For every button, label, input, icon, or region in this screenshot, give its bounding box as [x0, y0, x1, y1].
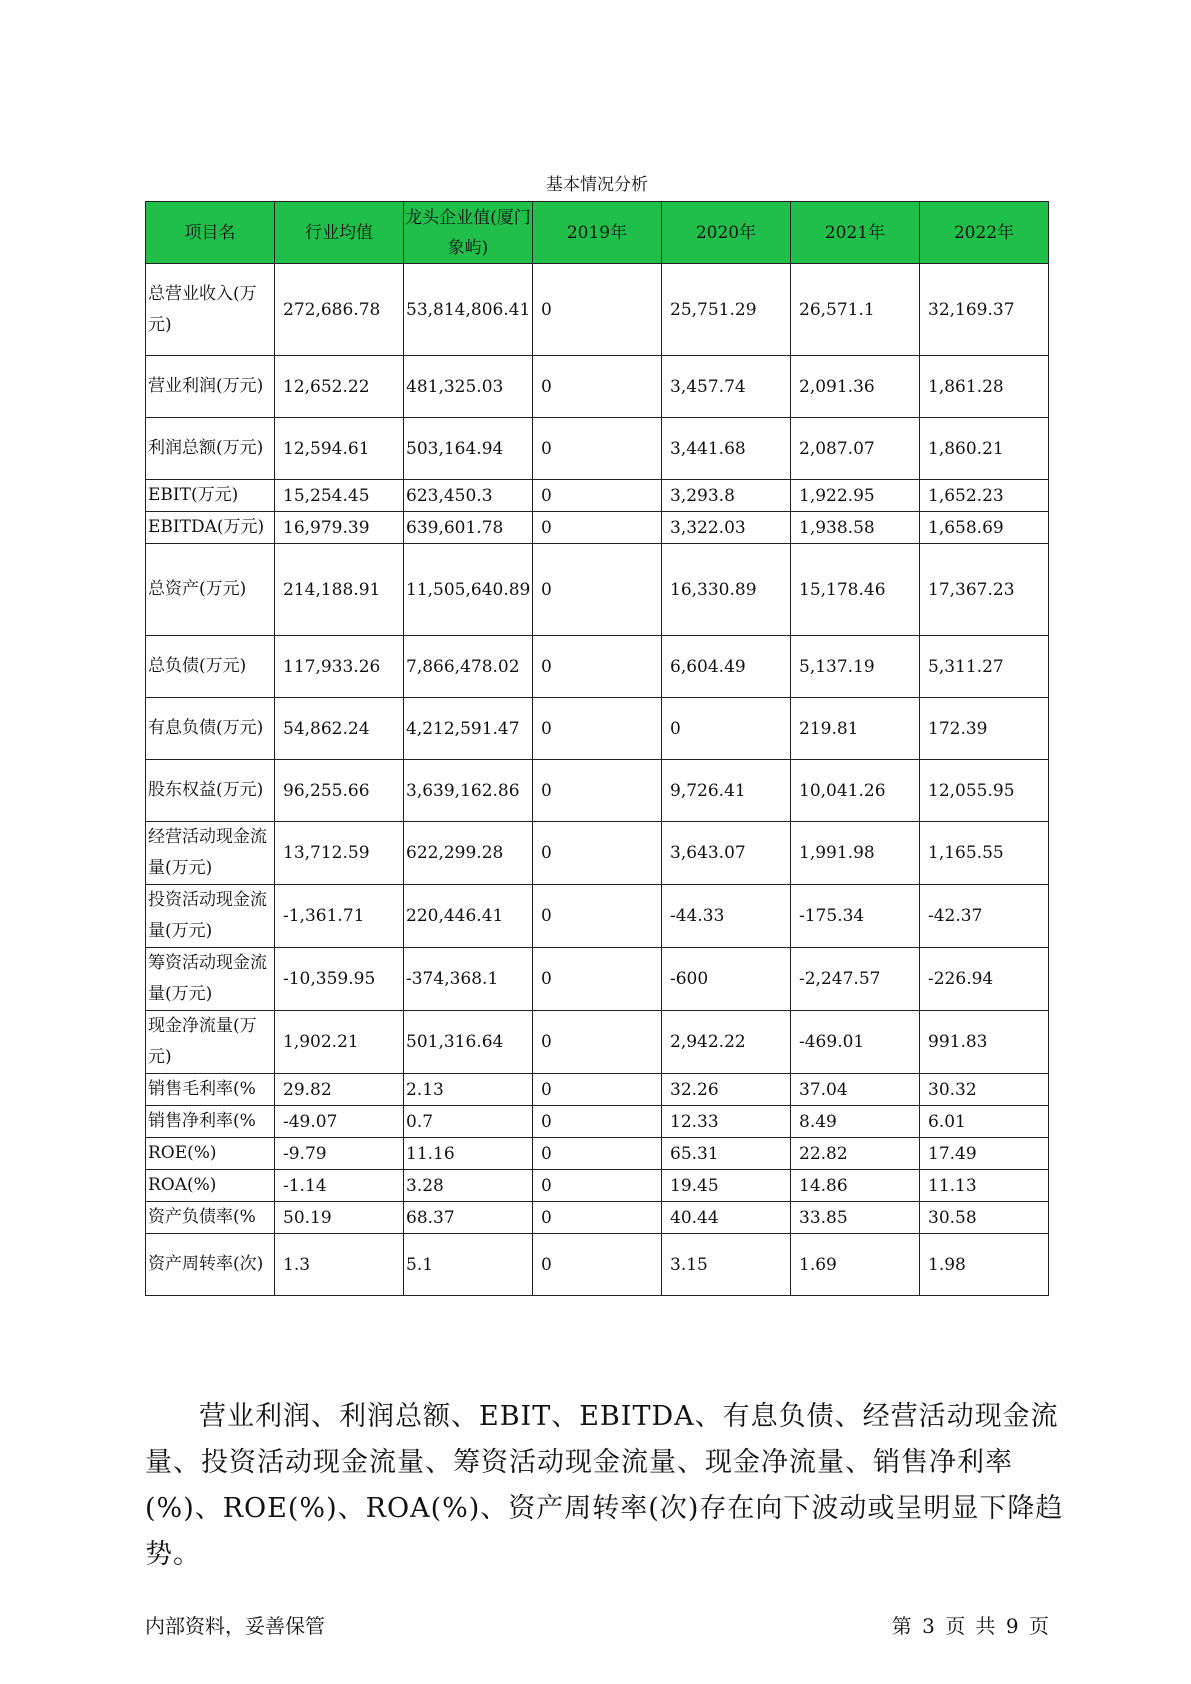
table-cell: 623,450.3	[404, 480, 533, 512]
table-cell: 15,178.46	[791, 544, 920, 636]
table-row	[146, 544, 1049, 636]
header-cell: 2021年	[791, 202, 920, 264]
table-cell: 0	[533, 822, 662, 885]
table-cell: 1.69	[791, 1234, 920, 1296]
row-label: 总负债(万元)	[146, 636, 275, 698]
table-cell: 1.98	[920, 1234, 1049, 1296]
table-cell: 30.58	[920, 1202, 1049, 1234]
footer-page-number: 第 3 页 共 9 页	[891, 1614, 1049, 1638]
table-cell: 3,293.8	[662, 480, 791, 512]
table-cell: 32.26	[662, 1074, 791, 1106]
table-cell: 68.37	[404, 1202, 533, 1234]
table-cell: 8.49	[791, 1106, 920, 1138]
table-cell: 0	[533, 512, 662, 544]
row-label: 股东权益(万元)	[146, 760, 275, 822]
row-label: 总资产(万元)	[146, 544, 275, 636]
table-cell: -2,247.57	[791, 948, 920, 1011]
header-cell: 2020年	[662, 202, 791, 264]
row-label: 营业利润(万元)	[146, 356, 275, 418]
table-cell: 12,594.61	[275, 418, 404, 480]
table-cell: 11.13	[920, 1170, 1049, 1202]
table-cell: 16,979.39	[275, 512, 404, 544]
table-cell: -49.07	[275, 1106, 404, 1138]
table-row	[146, 1170, 1049, 1202]
row-label: 销售毛利率(%	[146, 1074, 275, 1106]
table-cell: 32,169.37	[920, 264, 1049, 356]
table-cell: 5.1	[404, 1234, 533, 1296]
table-cell: 1,938.58	[791, 512, 920, 544]
table-cell: 0	[533, 760, 662, 822]
table-row	[146, 698, 1049, 760]
table-cell: 0	[533, 418, 662, 480]
table-cell: 33.85	[791, 1202, 920, 1234]
table-cell: 0	[533, 356, 662, 418]
table-cell: 12,055.95	[920, 760, 1049, 822]
table-cell: 501,316.64	[404, 1011, 533, 1074]
table-cell: 14.86	[791, 1170, 920, 1202]
table-cell: -9.79	[275, 1138, 404, 1170]
table-row	[146, 1138, 1049, 1170]
table-row	[146, 418, 1049, 480]
table-cell: 1,658.69	[920, 512, 1049, 544]
table-cell: 2,091.36	[791, 356, 920, 418]
table-cell: 5,311.27	[920, 636, 1049, 698]
table-cell: 9,726.41	[662, 760, 791, 822]
row-label: EBIT(万元)	[146, 480, 275, 512]
table-cell: 3,322.03	[662, 512, 791, 544]
table-cell: 214,188.91	[275, 544, 404, 636]
table-cell: 0	[533, 1106, 662, 1138]
table-cell: 3.28	[404, 1170, 533, 1202]
table-cell: 0	[533, 1202, 662, 1234]
header-cell: 龙头企业值(厦门象屿)	[404, 202, 533, 264]
table-cell: 17,367.23	[920, 544, 1049, 636]
table-cell: 117,933.26	[275, 636, 404, 698]
row-label: 资产周转率(次)	[146, 1234, 275, 1296]
table-cell: 11,505,640.89	[404, 544, 533, 636]
table-cell: 0	[533, 1074, 662, 1106]
row-label: 利润总额(万元)	[146, 418, 275, 480]
table-row	[146, 822, 1049, 885]
table-row	[146, 1234, 1049, 1296]
table-cell: 0.7	[404, 1106, 533, 1138]
table-cell: 0	[533, 1234, 662, 1296]
table-cell: 19.45	[662, 1170, 791, 1202]
table-cell: 54,862.24	[275, 698, 404, 760]
table-cell: -374,368.1	[404, 948, 533, 1011]
table-cell: 3,643.07	[662, 822, 791, 885]
table-cell: 6.01	[920, 1106, 1049, 1138]
table-cell: 5,137.19	[791, 636, 920, 698]
table-cell: 0	[533, 480, 662, 512]
table-cell: 2,942.22	[662, 1011, 791, 1074]
table-cell: 0	[533, 1011, 662, 1074]
table-cell: 16,330.89	[662, 544, 791, 636]
table-cell: 3,457.74	[662, 356, 791, 418]
table-cell: 639,601.78	[404, 512, 533, 544]
table-cell: 1,652.23	[920, 480, 1049, 512]
table-cell: 220,446.41	[404, 885, 533, 948]
header-cell: 行业均值	[275, 202, 404, 264]
header-cell: 2019年	[533, 202, 662, 264]
table-cell: 1,991.98	[791, 822, 920, 885]
table-cell: 65.31	[662, 1138, 791, 1170]
table-cell: 503,164.94	[404, 418, 533, 480]
table-cell: -42.37	[920, 885, 1049, 948]
table-cell: 991.83	[920, 1011, 1049, 1074]
table-cell: 2.13	[404, 1074, 533, 1106]
table-cell: 3,639,162.86	[404, 760, 533, 822]
table-cell: 0	[533, 636, 662, 698]
table-cell: -600	[662, 948, 791, 1011]
table-cell: 22.82	[791, 1138, 920, 1170]
table-cell: 1,165.55	[920, 822, 1049, 885]
table-cell: 50.19	[275, 1202, 404, 1234]
table-cell: 25,751.29	[662, 264, 791, 356]
table-cell: 6,604.49	[662, 636, 791, 698]
table-row	[146, 264, 1049, 356]
table-cell: 15,254.45	[275, 480, 404, 512]
row-label: ROA(%)	[146, 1170, 275, 1202]
table-cell: 0	[533, 544, 662, 636]
table-cell: -44.33	[662, 885, 791, 948]
table-cell: 0	[662, 698, 791, 760]
table-cell: 26,571.1	[791, 264, 920, 356]
table-row	[146, 760, 1049, 822]
row-label: 投资活动现金流量(万元)	[146, 885, 275, 948]
table-row	[146, 1202, 1049, 1234]
table-cell: 7,866,478.02	[404, 636, 533, 698]
row-label: 有息负债(万元)	[146, 698, 275, 760]
table-row	[146, 636, 1049, 698]
table-cell: -1,361.71	[275, 885, 404, 948]
row-label: EBITDA(万元)	[146, 512, 275, 544]
table-row	[146, 356, 1049, 418]
table-caption: 基本情况分析	[546, 175, 648, 195]
table-cell: 30.32	[920, 1074, 1049, 1106]
header-cell: 2022年	[920, 202, 1049, 264]
row-label: 销售净利率(%	[146, 1106, 275, 1138]
financial-table	[145, 201, 1049, 1296]
table-row	[146, 1106, 1049, 1138]
table-row	[146, 1011, 1049, 1074]
table-cell: -10,359.95	[275, 948, 404, 1011]
row-label: 经营活动现金流量(万元)	[146, 822, 275, 885]
table-cell: 10,041.26	[791, 760, 920, 822]
table-cell: 0	[533, 264, 662, 356]
table-cell: 53,814,806.41	[404, 264, 533, 356]
row-label: 现金净流量(万元)	[146, 1011, 275, 1074]
table-cell: 0	[533, 948, 662, 1011]
table-cell: 622,299.28	[404, 822, 533, 885]
header-cell: 项目名	[146, 202, 275, 264]
row-label: 资产负债率(%	[146, 1202, 275, 1234]
table-cell: 2,087.07	[791, 418, 920, 480]
row-label: ROE(%)	[146, 1138, 275, 1170]
table-cell: 272,686.78	[275, 264, 404, 356]
table-cell: 3,441.68	[662, 418, 791, 480]
table-cell: 0	[533, 1170, 662, 1202]
table-cell: 3.15	[662, 1234, 791, 1296]
row-label: 筹资活动现金流量(万元)	[146, 948, 275, 1011]
table-cell: 1,922.95	[791, 480, 920, 512]
table-cell: -226.94	[920, 948, 1049, 1011]
table-cell: 40.44	[662, 1202, 791, 1234]
table-cell: 172.39	[920, 698, 1049, 760]
table-cell: 13,712.59	[275, 822, 404, 885]
table-cell: 1,902.21	[275, 1011, 404, 1074]
table-row	[146, 1074, 1049, 1106]
row-label: 总营业收入(万元)	[146, 264, 275, 356]
table-cell: 1,860.21	[920, 418, 1049, 480]
table-cell: 4,212,591.47	[404, 698, 533, 760]
table-cell: 0	[533, 1138, 662, 1170]
table-cell: 17.49	[920, 1138, 1049, 1170]
table-cell: 1.3	[275, 1234, 404, 1296]
table-cell: -1.14	[275, 1170, 404, 1202]
table-cell: 11.16	[404, 1138, 533, 1170]
table-cell: 0	[533, 698, 662, 760]
table-cell: 37.04	[791, 1074, 920, 1106]
table-cell: 29.82	[275, 1074, 404, 1106]
analysis-paragraph: 营业利润、利润总额、EBIT、EBITDA、有息负债、经营活动现金流量、投资活动现金流量、筹资活动现金流量、现金净流量、销售净利率(%)、ROE(%)、ROA(%)、资产周转率(次)存在向下波动或呈明显下降趋势。	[145, 1401, 1064, 1570]
table-row	[146, 480, 1049, 512]
footer-confidential: 内部资料，妥善保管	[145, 1614, 325, 1638]
table-cell: 481,325.03	[404, 356, 533, 418]
table-cell: 12,652.22	[275, 356, 404, 418]
table-header-row	[146, 202, 1049, 264]
table-cell: 219.81	[791, 698, 920, 760]
table-cell: -469.01	[791, 1011, 920, 1074]
table-row	[146, 948, 1049, 1011]
table-cell: 0	[533, 885, 662, 948]
table-row	[146, 512, 1049, 544]
table-cell: 96,255.66	[275, 760, 404, 822]
table-cell: 12.33	[662, 1106, 791, 1138]
table-row	[146, 885, 1049, 948]
table-cell: 1,861.28	[920, 356, 1049, 418]
table-cell: -175.34	[791, 885, 920, 948]
